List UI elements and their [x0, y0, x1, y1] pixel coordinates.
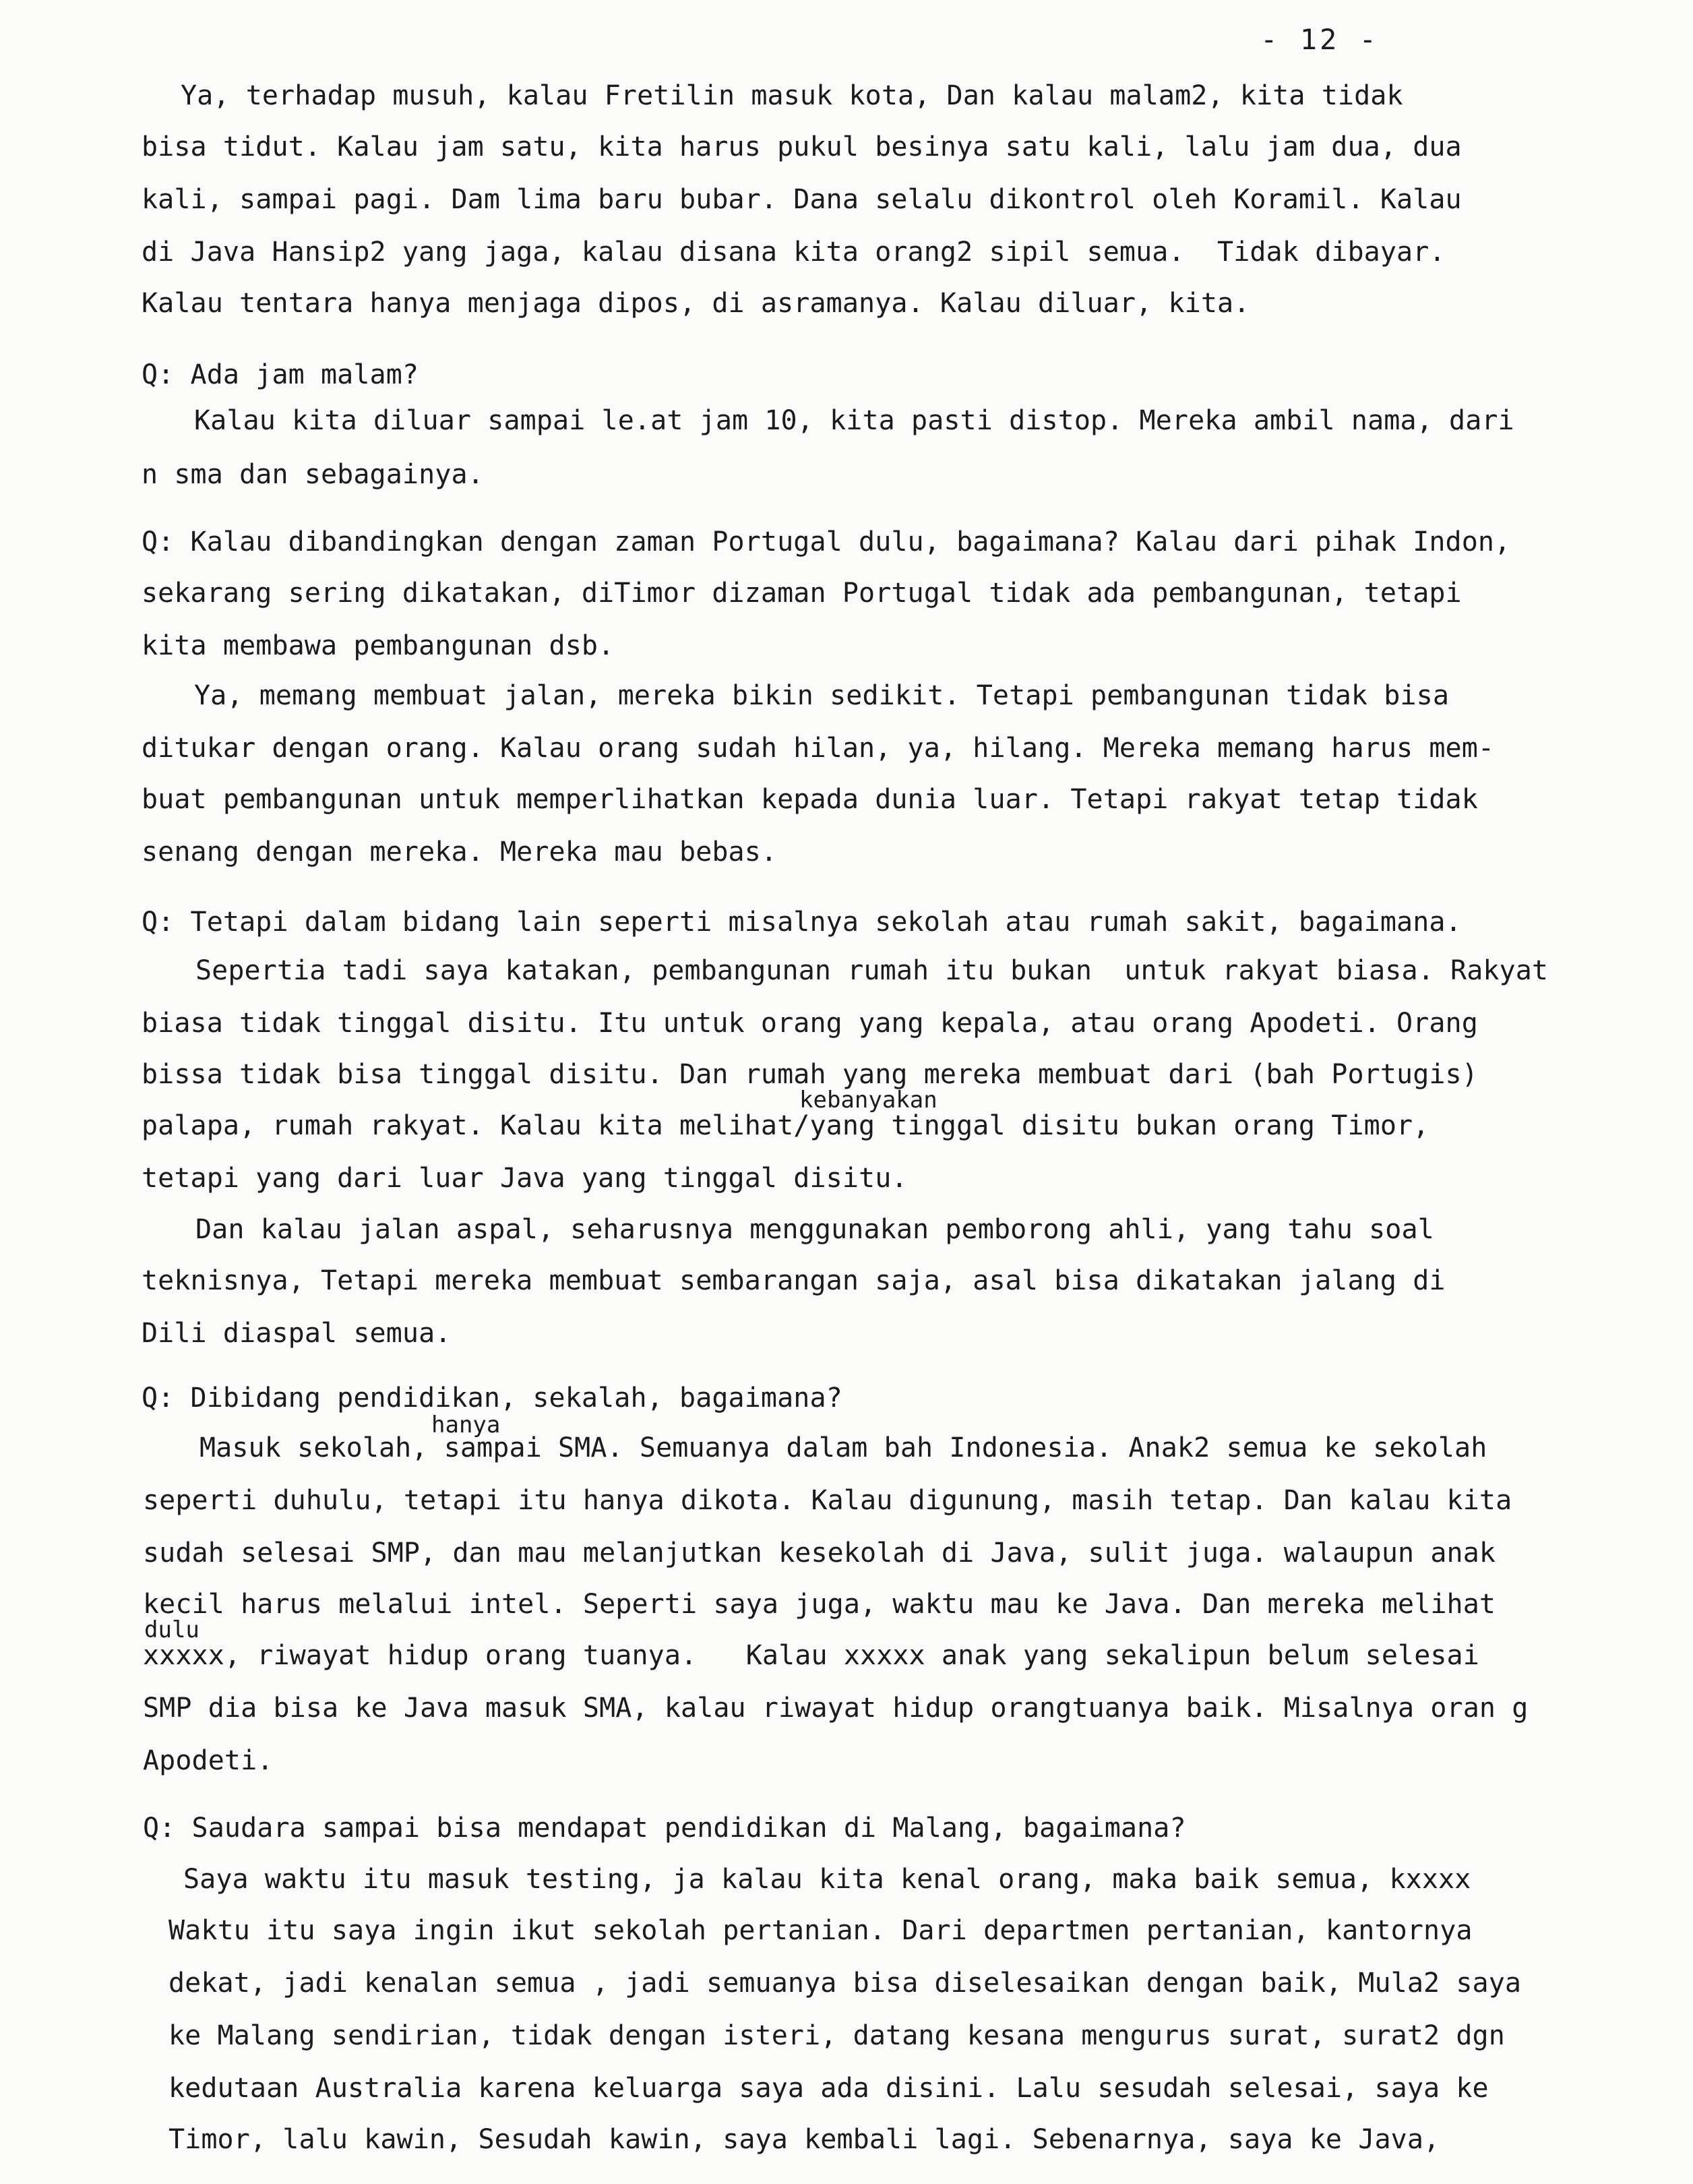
- text-line-21: tetapi yang dari luar Java yang tinggal disitu.: [142, 1163, 908, 1194]
- text-line-5: Kalau tentara hanya menjaga dipos, di asramanya. Kalau diluar, kita.: [142, 288, 1250, 319]
- text-line-24: Dili diaspal semua.: [142, 1318, 452, 1349]
- text-line-11: kita membawa pembangunan dsb.: [142, 630, 615, 661]
- text-line-4: di Java Hansip2 yang jaga, kalau disana kita orang2 sipil semua. Tidak dibayar.: [142, 237, 1446, 268]
- text-line-38: kedutaan Australia karena keluarga saya ada disini. Lalu sesudah selesai, saya ke: [168, 2073, 1489, 2104]
- interlinear-dulu: dulu: [144, 1616, 199, 1643]
- text-line-23: teknisnya, Tetapi mereka membuat sembarangan saja, asal bisa dikatakan jalang di: [142, 1265, 1446, 1296]
- text-line-10: sekarang sering dikatakan, diTimor dizaman Portugal tidak ada pembangunan, tetapi: [142, 578, 1462, 609]
- question-2: Q: Kalau dibandingkan dengan zaman Portugal dulu, bagaimana? Kalau dari pihak Indon,: [142, 526, 1511, 557]
- text-line-14: buat pembangunan untuk memperlihatkan kepada dunia luar. Tetapi rakyat tetap tidak: [142, 784, 1478, 815]
- question-3: Q: Tetapi dalam bidang lain seperti misalnya sekolah atau rumah sakit, bagaimana.: [142, 907, 1462, 938]
- text-line-30: xxxxx, riwayat hidup orang tuanya. Kalau xxxxx anak yang sekalipun belum selesai: [143, 1640, 1479, 1671]
- text-line-19: bissa tidak bisa tinggal disitu. Dan rumah yang mereka membuat dari (bah Portugis): [142, 1059, 1478, 1090]
- text-line-36: dekat, jadi kenalan semua , jadi semuanya bisa diselesaikan dengan baik, Mula2 saya: [168, 1968, 1522, 1999]
- text-line-15: senang dengan mereka. Mereka mau bebas.: [142, 837, 778, 868]
- text-line-35: Waktu itu saya ingin ikut sekolah pertanian. Dari departmen pertanian, kantornya: [168, 1915, 1473, 1946]
- text-line-34: Saya waktu itu masuk testing, ja kalau kita kenal orang, maka baik semua, kxxxx: [183, 1864, 1471, 1895]
- text-line-12: Ya, memang membuat jalan, mereka bikin sedikit. Tetapi pembangunan tidak bisa: [194, 680, 1450, 711]
- text-line-32: Apodeti.: [143, 1745, 274, 1776]
- question-4: Q: Dibidang pendidikan, sekalah, bagaimana?: [142, 1383, 842, 1414]
- interlinear-hanya: hanya: [431, 1412, 501, 1438]
- text-line-28: sudah selesai SMP, dan mau melanjutkan kesekolah di Java, sulit juga. walaupun anak: [143, 1538, 1496, 1569]
- text-line-31: SMP dia bisa ke Java masuk SMA, kalau riwayat hidup orangtuanya baik. Misalnya oran g: [143, 1693, 1529, 1724]
- text-line-20: palapa, rumah rakyat. Kalau kita melihat/yang tinggal disitu bukan orang Timor,: [142, 1110, 1429, 1141]
- text-line-2: bisa tidut. Kalau jam satu, kita harus pukul besinya satu kali, lalu jam dua, dua: [142, 131, 1462, 162]
- text-line-1: Ya, terhadap musuh, kalau Fretilin masuk kota, Dan kalau malam2, kita tidak: [181, 80, 1403, 111]
- text-line-27: seperti duhulu, tetapi itu hanya dikota. Kalau digunung, masih tetap. Dan kalau kita: [143, 1485, 1512, 1516]
- question-5: Q: Saudara sampai bisa mendapat pendidikan di Malang, bagaimana?: [143, 1813, 1186, 1844]
- text-line-18: biasa tidak tinggal disitu. Itu untuk orang yang kepala, atau orang Apodeti. Orang: [142, 1008, 1478, 1039]
- text-line-39: Timor, lalu kawin, Sesudah kawin, saya kembali lagi. Sebenarnya, saya ke Java,: [168, 2124, 1440, 2155]
- text-line-13: ditukar dengan orang. Kalau orang sudah hilan, ya, hilang. Mereka memang harus mem-: [142, 733, 1495, 764]
- text-line-8: n sma dan sebagainya.: [142, 459, 484, 490]
- text-line-17: Sepertia tadi saya katakan, pembangunan rumah itu bukan untuk rakyat biasa. Rakyat: [195, 955, 1549, 986]
- text-line-3: kali, sampai pagi. Dam lima baru bubar. Dana selalu dikontrol oleh Koramil. Kalau: [142, 184, 1462, 215]
- text-line-29: kecil harus melalui intel. Seperti saya juga, waktu mau ke Java. Dan mereka melihat: [143, 1589, 1496, 1620]
- question-1: Q: Ada jam malam?: [142, 359, 419, 390]
- interlinear-kebanyakan: kebanyakan: [799, 1087, 937, 1114]
- text-line-7: Kalau kita diluar sampai le.at jam 10, kita pasti distop. Mereka ambil nama, dari: [194, 405, 1514, 436]
- page-number: - 12 -: [1260, 23, 1379, 56]
- text-line-26: Masuk sekolah, sampai SMA. Semuanya dalam bah Indonesia. Anak2 semua ke sekolah: [199, 1432, 1487, 1463]
- text-line-37: ke Malang sendirian, tidak dengan isteri, datang kesana mengurus surat, surat2 dgn: [168, 2020, 1505, 2051]
- text-line-22: Dan kalau jalan aspal, seharusnya menggunakan pemborong ahli, yang tahu soal: [195, 1214, 1434, 1245]
